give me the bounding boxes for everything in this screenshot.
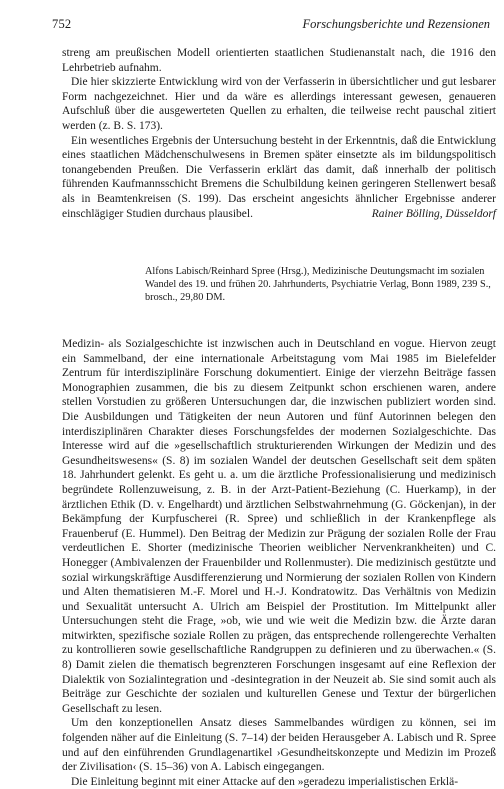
review-one xyxy=(62,46,496,221)
running-head: Forschungsberichte und Rezensionen xyxy=(302,17,490,31)
paragraph xyxy=(62,134,496,222)
review-signature: Rainer Bölling, Düsseldorf xyxy=(371,207,496,220)
review-two xyxy=(62,337,496,789)
page-number: 752 xyxy=(52,17,72,31)
paragraph: Die Einleitung beginnt mit einer Attacke auf den »geradezu imperialistischen Erklä- xyxy=(71,775,459,788)
paragraph: Die hier skizzierte Entwicklung wird von der Verfasserin in übersichtlicher und gut lesbarer Form nachgezeichnet. Hier und da wäre es allerdings interessant gewesen, genaueren Aufschluß über die ausgewerteten Quellen zu erhalten, die teilweise recht pauschal zitiert werden (z. B. S. 173). xyxy=(62,76,496,132)
book-citation: Alfons Labisch/Reinhard Spree (Hrsg.), Medizinische Deutungsmacht im sozialen Wandel des 19. und frühen 20. Jahrhunderts, Psychiatrie Verlag, Bonn 1989, 239 S., brosch., 29,80 DM. xyxy=(145,266,491,304)
paragraph: Um den konzeptionellen Ansatz dieses Sammelbandes würdigen zu können, sei im folgenden näher auf die Einleitung (S. 7–14) der beiden Herausgeber A. Labisch und R. Spree und auf den einführenden Grundlagenartikel ›Gesundheitskonzepte und Medizin im Prozeß der Zivilisation‹ (S. 15–36) von A. Labisch eingegangen. xyxy=(62,717,496,774)
paragraph-text: Ein wesentliches Ergebnis der Untersuchung besteht in der Erkenntnis, daß die Entwicklung eines staatlichen Mädchenschulwesens in Bremen später einsetzte als im bildungspolitisch tonangebenden Preußen. Die Verfasserin erklärt das damit, daß innerhalb der politisch führenden Kaufmannsschicht Bremens die Schulbildung keinen geringeren Stellenwert besaß als in Beamtenkreisen (S. 199). Das erscheint angesichts ähnlicher Ergebnisse anderer einschlägiger Studien durchaus plausibel. xyxy=(62,134,496,220)
paragraph: Medizin- als Sozialgeschichte ist inzwischen auch in Deutschland en vogue. Hiervon zeugt ein Sammelband, der eine internationale Arbeitstagung vom Mai 1985 im Bielefelder Zentrum für interdisziplinäre Forschung dokumentiert. Einige der vierzehn Beiträge fassen Monographien zusammen, die bis zu diesem Zeitpunkt schon erschienen waren, andere stellen Vorstudien zu größeren Untersuchungen dar, die inzwischen publiziert worden sind. Die Ausbildungen und Tätigkeiten der neun Autoren und fünf Autorinnen belegen den interdisziplinären Charakter dieses Forschungsfeldes der modernen Sozialgeschichte. Das Interesse wird auf die »gesellschaftlich strukturierenden Wirkungen der Medizin und des Gesundheitswesens« (S. 8) im sozialen Wandel der deutschen Gesellschaft seit dem späten 18. Jahrhundert gelenkt. Es geht u. a. um die ärztliche Professionalisierung und medizinisch begründete Rollenzuweisung, z. B. in der Arzt-Patient-Beziehung (C. Huerkamp), in der ärztlichen Ethik (D. v. Engelhardt) und ärztlichen Selbstwahrnehmung (G. Göckenjan), in der Bekämpfung der Kurpfuscherei (R. Spree) und schließlich in der Krankenpflege als Frauenberuf (E. Hummel). Den Beitrag der Medizin zur Prägung der sozialen Rolle der Frau verdeutlichen E. Shorter (medizinische Theorien weiblicher Nervenkrankheiten) und C. Honegger (Ambivalenzen der Frauenbilder und Rollenmuster). Die medizinisch gestützte und sozial wirkungskräftige Ausdifferenzierung und Normierung der sozialen Rollen von Kindern und Alten thematisieren M.-F. Morel und H.-J. Kondratowitz. Das Verhältnis von Medizin und Sexualität untersucht A. Ulrich am Beispiel der Prostitution. Im Mittelpunkt aller Untersuchungen steht die Frage, »ob, wie und wie weit die Medizin bzw. die Ärzte daran mitwirkten, spezifische soziale Rollen zu prägen, das entsprechende rollengerechte Verhalten zu kontrollieren sowie gesellschaftliche Randgruppen zu definieren und zu überwachen.« (S. 8) Damit zielen die thematisch begrenzteren Forschungen insgesamt auf eine Reflexion der Dialektik von Sozialintegration und -desintegration in der Neuzeit ab. Sie sind somit auch als Beiträge zur Geschichte der sozialen und kulturellen Genese und Textur der bürgerlichen Gesellschaft zu lesen. xyxy=(62,338,496,715)
paragraph: streng am preußischen Modell orientierten staatlichen Studienanstalt nach, die 1916 den Lehrbetrieb aufnahm. xyxy=(62,47,496,74)
